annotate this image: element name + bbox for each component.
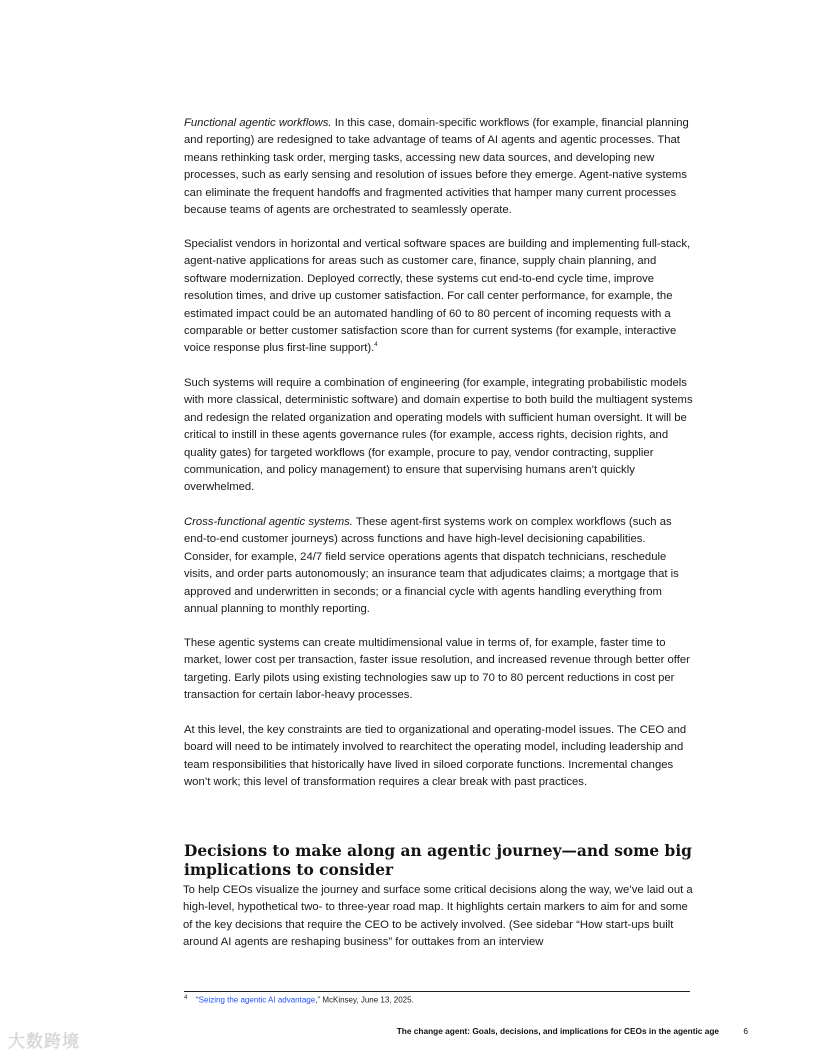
paragraph-constraints: At this level, the key constraints are tied to organizational and operating-model issues. The CEO and board will need to be intimately involved to rearchitect the operating model, including leadership and team responsibilities that historically have lived in siloed corporate functions. Incremental changes won’t work; this level of transformation requires a clear break with past practices. [184,724,687,789]
paragraph-lead: Functional agentic workflows. [184,117,332,129]
paragraph-text: These agent-first systems work on complex workflows (such as end-to-end customer journeys) across functions and have high-level decisioning capabilities. Consider, for example, 24/7 field service operations agents that dispatch technicians, reschedule visits, and order parts autonomously; an insurance team that adjudicates claims; a mortgage that is approved and underwritten in seconds; or a financial cycle with agents handling everything from annual planning to monthly reporting. [184,516,679,616]
footnote-open-quote: “ [196,995,199,1005]
paragraph-lead: Cross-functional agentic systems. [184,516,353,528]
paragraph-text: Specialist vendors in horizontal and vertical software spaces are building and implementing full-stack, agent-native applications for areas such as customer care, finance, supply chain planning, and software modernization. Deployed correctly, these systems cut end-to-end cycle time, improve resolution times, and drive up customer satisfaction. For call center performance, for example, the estimated impact could be an automated handling of 60 to 80 percent of incoming requests with a comparable or better customer satisfaction score than for current systems (for example, interactive voice response plus first-line support). [184,238,691,355]
paragraph-text: In this case, domain-specific workflows (for example, financial planning and reporting) are redesigned to take advantage of teams of AI agents and agentic processes. That means rethinking task order, merging tasks, accessing new data sources, and developing new processes, such as early sensing and resolution of issues before they emerge. Agent-native systems can eliminate the frequent handoffs and fragmented activities that hamper many current processes because teams of agents are orchestrated to seamlessly operate. [184,117,689,217]
footnote-reference[interactable]: 4 [374,342,378,349]
paragraph-multidimensional-value: These agentic systems can create multidimensional value in terms of, for example, faster time to market, lower cost per transaction, faster issue resolution, and increased revenue through better offer targeting. Early pilots using existing technologies saw up to 70 to 80 percent reductions in cost per transaction for certain labor-heavy processes. [184,637,690,702]
paragraph-cross-functional [184,514,694,618]
paragraph-specialist-vendors [184,236,694,358]
footnote-number: 4 [184,995,188,1001]
paragraph-engineering: Such systems will require a combination of engineering (for example, integrating probabilistic models with more classical, deterministic software) and domain expertise to both build the multiagent systems and redesign the related organization and operating models with sufficient human oversight. It will be critical to instill in these agents governance rules (for example, access rights, decision rights, and quality gates) for targeted workflows (for example, procure to pay, vendor contracting, supplier communication, and policy management) to ensure that supervising humans aren’t quickly overwhelmed. [184,377,693,494]
footnote-source: ,” McKinsey, June 13, 2025. [315,995,414,1005]
page-number: 6 [743,1026,748,1036]
footnote [184,995,414,1005]
watermark: 大数跨境 [8,1032,80,1051]
footnote-divider [184,991,690,992]
section-heading: Decisions to make along an agentic journey—and some big implications to consider [184,842,692,879]
paragraph-functional-workflows [184,115,694,219]
footnote-link[interactable]: Seizing the agentic AI advantage [198,995,316,1005]
paragraph-road-map: To help CEOs visualize the journey and surface some critical decisions along the way, we’ve laid out a high-level, hypothetical two- to three-year road map. It highlights certain markers to aim for and some of the key decisions that require the CEO to be actively involved. (See sidebar “How start-ups built around AI agents are reshaping business” for outtakes from an interview [183,884,693,949]
footer-title: The change agent: Goals, decisions, and implications for CEOs in the agentic age [396,1026,719,1036]
